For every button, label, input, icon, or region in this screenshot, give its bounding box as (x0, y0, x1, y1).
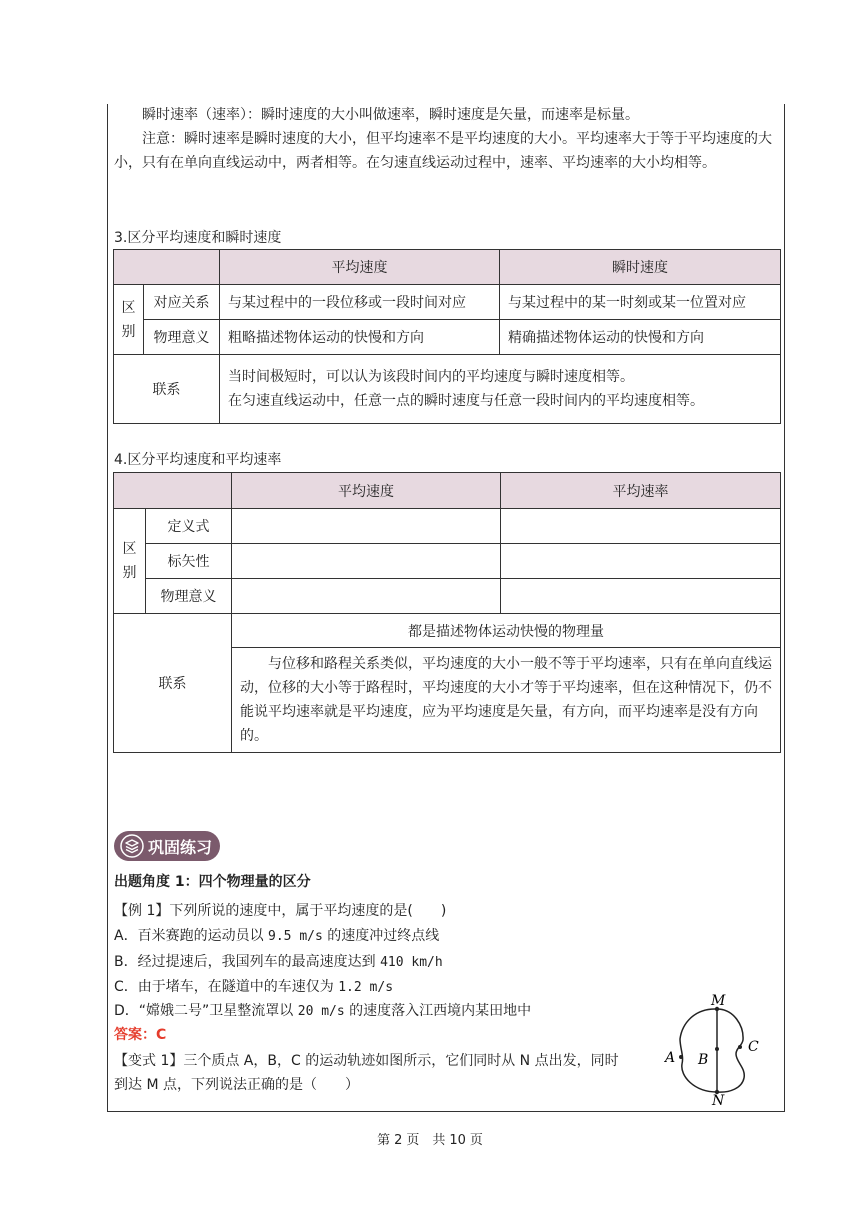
table-row (114, 614, 781, 648)
layers-icon (120, 834, 144, 858)
header-average-velocity: 平均速度 (220, 250, 500, 285)
option-b-value: 410 km/h (380, 955, 443, 970)
table-cell-empty (501, 579, 781, 614)
table-row (114, 579, 781, 614)
table-row (114, 320, 781, 355)
table-cell: 与某过程中的某一时刻或某一位置对应 (500, 285, 781, 320)
section-3-title: 3.区分平均速度和瞬时速度 (114, 230, 282, 246)
table-cell-empty (501, 544, 781, 579)
qubie-label: 区别 (114, 285, 144, 355)
table-avg-vs-instant (113, 249, 781, 424)
table-header-row (114, 473, 781, 509)
option-a-value: 9.5 m/s (268, 929, 323, 944)
header-instant-velocity: 瞬时速度 (500, 250, 781, 285)
option-b-text: B．经过提速后，我国列车的最高速度达到 (114, 954, 381, 970)
intro-paragraph-2: 注意：瞬时速率是瞬时速度的大小，但平均速率不是平均速度的大小。平均速率大于等于平均速度的大小，只有在单向直线运动中，两者相等。在匀速直线运动过程中，速率、平均速率的大小均相等。 (114, 131, 772, 171)
table-row (114, 544, 781, 579)
label-c: C (748, 1039, 759, 1055)
lianxi-cell (220, 355, 781, 424)
variant-line-2: 到达 M 点，下列说法正确的是（ ） (114, 1077, 359, 1093)
label-a: A (665, 1050, 676, 1066)
label-b: B (698, 1052, 709, 1068)
lianxi-body: 与位移和路程关系类似，平均速度的大小一般不等于平均速率，只有在单向直线运动，位移的大小等于路程时，平均速度的大小才等于平均速率，但在这种情况下，仍不能说平均速率就是平均速度，应为平均速度是矢量，有方向，而平均速率是没有方向的。 (232, 648, 781, 753)
lianxi-label: 联系 (114, 355, 220, 424)
table-row (114, 509, 781, 544)
practice-badge (114, 831, 220, 861)
page-footer (0, 1129, 860, 1148)
option-c-text: C．由于堵车，在隧道中的车速仅为 (114, 979, 339, 995)
row-label: 对应关系 (144, 285, 220, 320)
lianxi-line-2: 在匀速直线运动中，任意一点的瞬时速度与任意一段时间内的平均速度相等。 (228, 393, 704, 409)
trajectory-figure (660, 994, 770, 1106)
option-d (114, 1000, 531, 1023)
table-corner-cell (114, 250, 220, 285)
header-average-speed: 平均速率 (501, 473, 781, 509)
qubie-label: 区别 (114, 509, 146, 614)
point-a (679, 1055, 683, 1059)
footer-suffix: 页 (469, 1133, 483, 1148)
header-average-velocity: 平均速度 (232, 473, 501, 509)
row-label: 物理意义 (144, 320, 220, 355)
answer: 答案：C (114, 1027, 167, 1043)
option-a (114, 925, 439, 948)
table-avg-velocity-vs-speed (113, 472, 781, 753)
path-a (680, 1009, 717, 1092)
lianxi-top: 都是描述物体运动快慢的物理量 (232, 614, 781, 648)
row-label: 物理意义 (146, 579, 232, 614)
angle-title: 出题角度 1：四个物理量的区分 (114, 874, 311, 890)
section-4-title: 4.区分平均速度和平均速率 (114, 452, 282, 468)
table-cell-empty (501, 509, 781, 544)
table-row (114, 355, 781, 424)
option-d-suffix: 的速度落入江西境内某田地中 (344, 1003, 532, 1019)
point-c (738, 1045, 742, 1049)
footer-page-number: 2 (394, 1133, 403, 1148)
variant-line-1: 【变式 1】三个质点 A，B，C 的运动轨迹如图所示，它们同时从 N 点出发，同时 (114, 1053, 619, 1069)
row-label: 定义式 (146, 509, 232, 544)
table-row (114, 285, 781, 320)
table-corner-cell (114, 473, 232, 509)
label-n: N (712, 1093, 725, 1106)
option-a-suffix: 的速度冲过终点线 (322, 928, 440, 944)
table-cell-empty (232, 544, 501, 579)
label-m: M (711, 994, 726, 1009)
table-cell: 与某过程中的一段位移或一段时间对应 (220, 285, 500, 320)
option-d-value: 20 m/s (297, 1004, 345, 1019)
table-header-row (114, 250, 781, 285)
lianxi-label: 联系 (114, 614, 232, 753)
footer-prefix: 第 (377, 1133, 391, 1148)
table-cell: 粗略描述物体运动的快慢和方向 (220, 320, 500, 355)
table-cell-empty (232, 509, 501, 544)
practice-badge-label: 巩固练习 (148, 837, 213, 857)
option-b (114, 951, 443, 974)
lianxi-line-1: 当时间极短时，可以认为该段时间内的平均速度与瞬时速度相等。 (228, 369, 634, 385)
path-c (717, 1009, 744, 1092)
row-label: 标矢性 (146, 544, 232, 579)
table-cell-empty (232, 579, 501, 614)
intro-paragraph-1: 瞬时速率（速率）：瞬时速度的大小叫做速率，瞬时速度是矢量，而速率是标量。 (142, 107, 639, 123)
point-b (715, 1047, 719, 1051)
footer-total-pages: 10 (449, 1133, 466, 1148)
table-cell: 精确描述物体运动的快慢和方向 (500, 320, 781, 355)
option-a-text: A．百米赛跑的运动员以 (114, 928, 269, 944)
example-title: 【例 1】下列所说的速度中，属于平均速度的是( ) (114, 903, 447, 919)
option-d-text: D．“嫦娥二号”卫星整流罩以 (114, 1003, 298, 1019)
footer-mid: 页 共 (406, 1133, 446, 1148)
option-c-value: 1.2 m/s (338, 980, 394, 995)
option-c (114, 976, 393, 999)
